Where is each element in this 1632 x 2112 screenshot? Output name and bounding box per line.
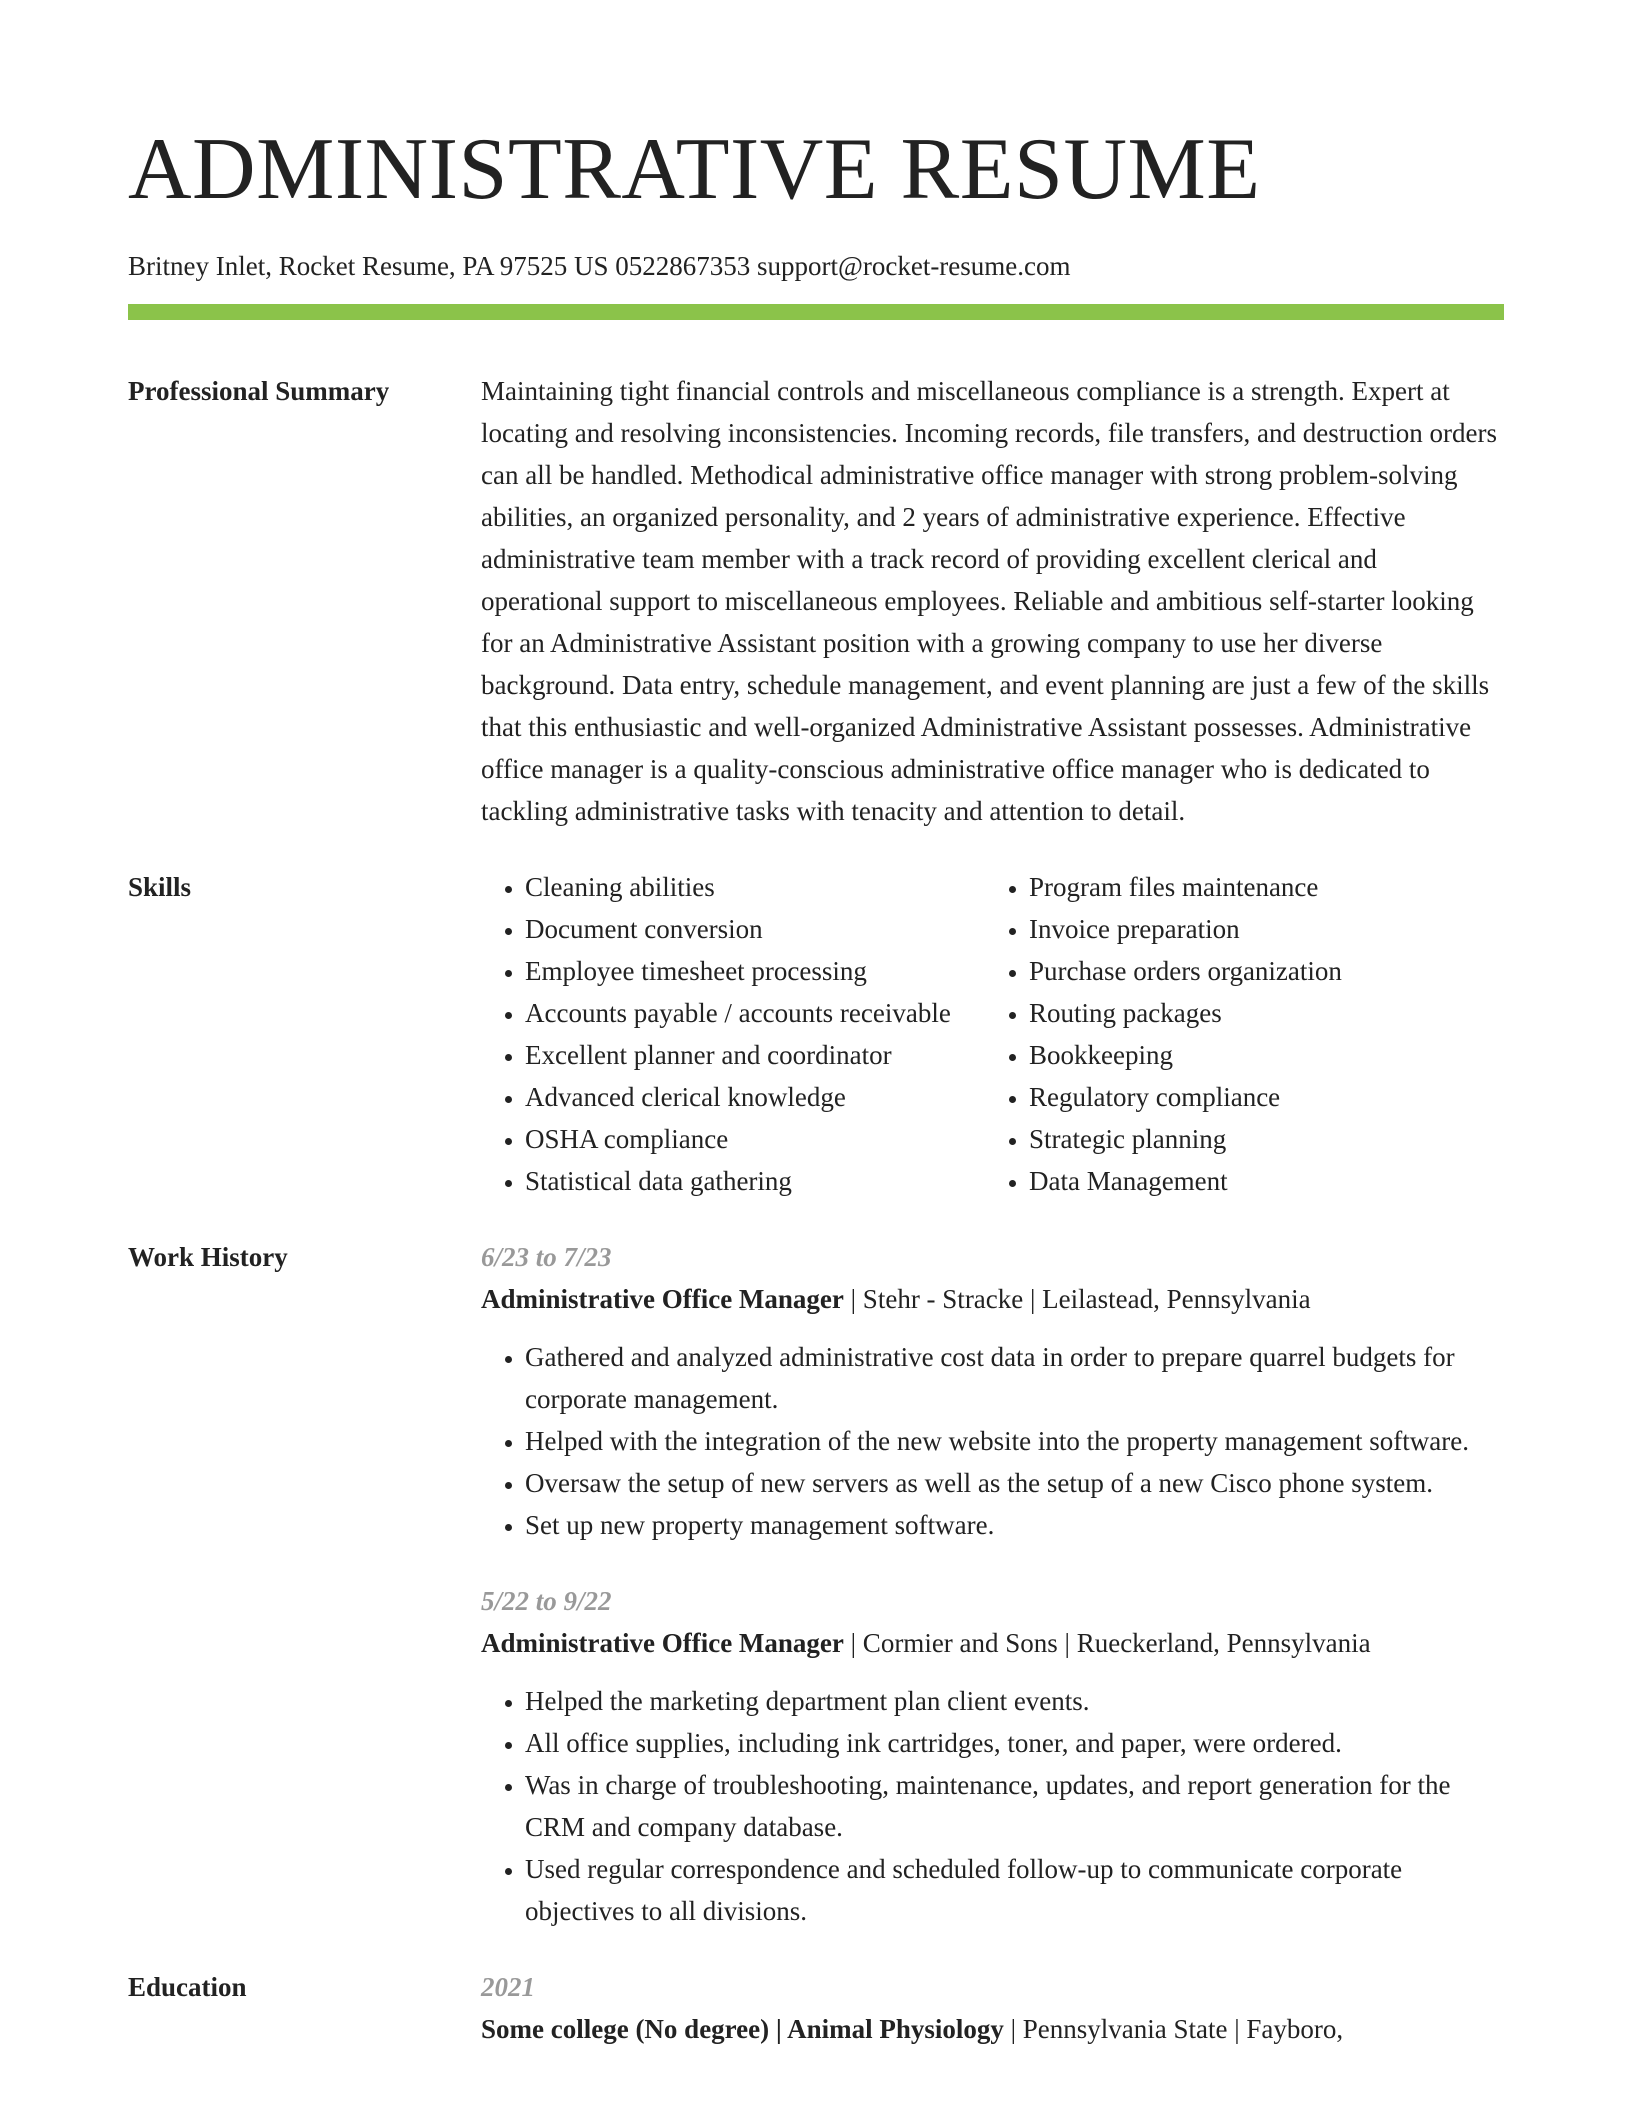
skill-item: • Data Management xyxy=(1029,1160,1342,1202)
job-role-line xyxy=(481,1622,1504,1664)
skill-item: • Regulatory compliance xyxy=(1029,1076,1342,1118)
job-bullets xyxy=(481,1680,1504,1932)
job-role: Administrative Office Manager xyxy=(481,1628,844,1658)
education-line xyxy=(481,2008,1504,2050)
skills-heading: Skills xyxy=(128,872,192,902)
skill-item: • Advanced clerical knowledge xyxy=(525,1076,985,1118)
accent-divider xyxy=(128,304,1504,320)
job-bullet: • Was in charge of troubleshooting, maintenance, updates, and report generation for the CRM and company database. xyxy=(525,1764,1504,1848)
skills-list-right xyxy=(985,866,1342,1202)
job-details: | Cormier and Sons | Rueckerland, Pennsylvania xyxy=(843,1628,1371,1658)
skill-item: • Purchase orders organization xyxy=(1029,950,1342,992)
job-bullet: • Helped the marketing department plan client events. xyxy=(525,1680,1504,1722)
skill-item: • Accounts payable / accounts receivable xyxy=(525,992,985,1034)
work-history-section xyxy=(128,1236,1504,1932)
job-bullet: • Gathered and analyzed administrative cost data in order to prepare quarrel budgets for corporate management. xyxy=(525,1336,1504,1420)
job-bullet: • Set up new property management software. xyxy=(525,1504,1504,1546)
education-section xyxy=(128,1966,1504,2050)
job-dates: 6/23 to 7/23 xyxy=(481,1242,612,1272)
skill-item: • Statistical data gathering xyxy=(525,1160,985,1202)
skill-item: • Strategic planning xyxy=(1029,1118,1342,1160)
skill-item: • Excellent planner and coordinator xyxy=(525,1034,985,1076)
job-details: | Stehr - Stracke | Leilastead, Pennsylvania xyxy=(843,1284,1311,1314)
skill-item: • Cleaning abilities xyxy=(525,866,985,908)
skill-item: • Invoice preparation xyxy=(1029,908,1342,950)
skill-item: • Bookkeeping xyxy=(1029,1034,1342,1076)
summary-heading: Professional Summary xyxy=(128,376,390,406)
education-year: 2021 xyxy=(481,1972,535,2002)
summary-text: Maintaining tight financial controls and miscellaneous compliance is a strength. Expert at locating and resolving inconsistencies. Incoming records, file transfers, and destruction orders can all be handled. Methodical administrative office manager with strong problem-solving abilities, an organized personality, and 2 years of administrative experience. Effective administrative team member with a track record of providing excellent clerical and operational support to miscellaneous employees. Reliable and ambitious self-starter looking for an Administrative Assistant position with a growing company to use her diverse background. Data entry, schedule management, and event planning are just a few of the skills that this enthusiastic and well-organized Administrative Assistant possesses. Administrative office manager is a quality-conscious administrative office manager who is dedicated to tackling administrative tasks with tenacity and attention to detail. xyxy=(481,376,1497,826)
education-degree: Some college (No degree) | Animal Physiology xyxy=(481,2014,1004,2044)
job-entry xyxy=(481,1580,1504,1932)
skill-item: • Routing packages xyxy=(1029,992,1342,1034)
job-bullet: • Used regular correspondence and scheduled follow-up to communicate corporate objectives to all divisions. xyxy=(525,1848,1504,1932)
education-body xyxy=(481,1966,1504,2050)
skills-body xyxy=(481,866,1504,1202)
work-history-body xyxy=(481,1236,1504,1932)
summary-section xyxy=(128,370,1504,832)
skill-item: • Employee timesheet processing xyxy=(525,950,985,992)
job-bullet: • All office supplies, including ink cartridges, toner, and paper, were ordered. xyxy=(525,1722,1504,1764)
education-details: | Pennsylvania State | Fayboro, xyxy=(1003,2014,1344,2044)
job-bullet: • Helped with the integration of the new website into the property management software. xyxy=(525,1420,1504,1462)
job-role-line xyxy=(481,1278,1504,1320)
job-entry xyxy=(481,1236,1504,1546)
skills-list-left xyxy=(481,866,985,1202)
job-bullets xyxy=(481,1336,1504,1546)
skill-item: • Document conversion xyxy=(525,908,985,950)
skill-item: • Program files maintenance xyxy=(1029,866,1342,908)
skill-item: • OSHA compliance xyxy=(525,1118,985,1160)
job-dates: 5/22 to 9/22 xyxy=(481,1586,612,1616)
summary-body xyxy=(481,370,1504,832)
job-bullet: • Oversaw the setup of new servers as well as the setup of a new Cisco phone system. xyxy=(525,1462,1504,1504)
job-role: Administrative Office Manager xyxy=(481,1284,844,1314)
work-history-heading: Work History xyxy=(128,1242,288,1272)
contact-line: Britney Inlet, Rocket Resume, PA 97525 US 0522867353 support@rocket-resume.com xyxy=(128,251,1071,281)
skills-section xyxy=(128,866,1504,1202)
resume-title: ADMINISTRATIVE RESUME xyxy=(128,121,1261,218)
education-heading: Education xyxy=(128,1972,247,2002)
